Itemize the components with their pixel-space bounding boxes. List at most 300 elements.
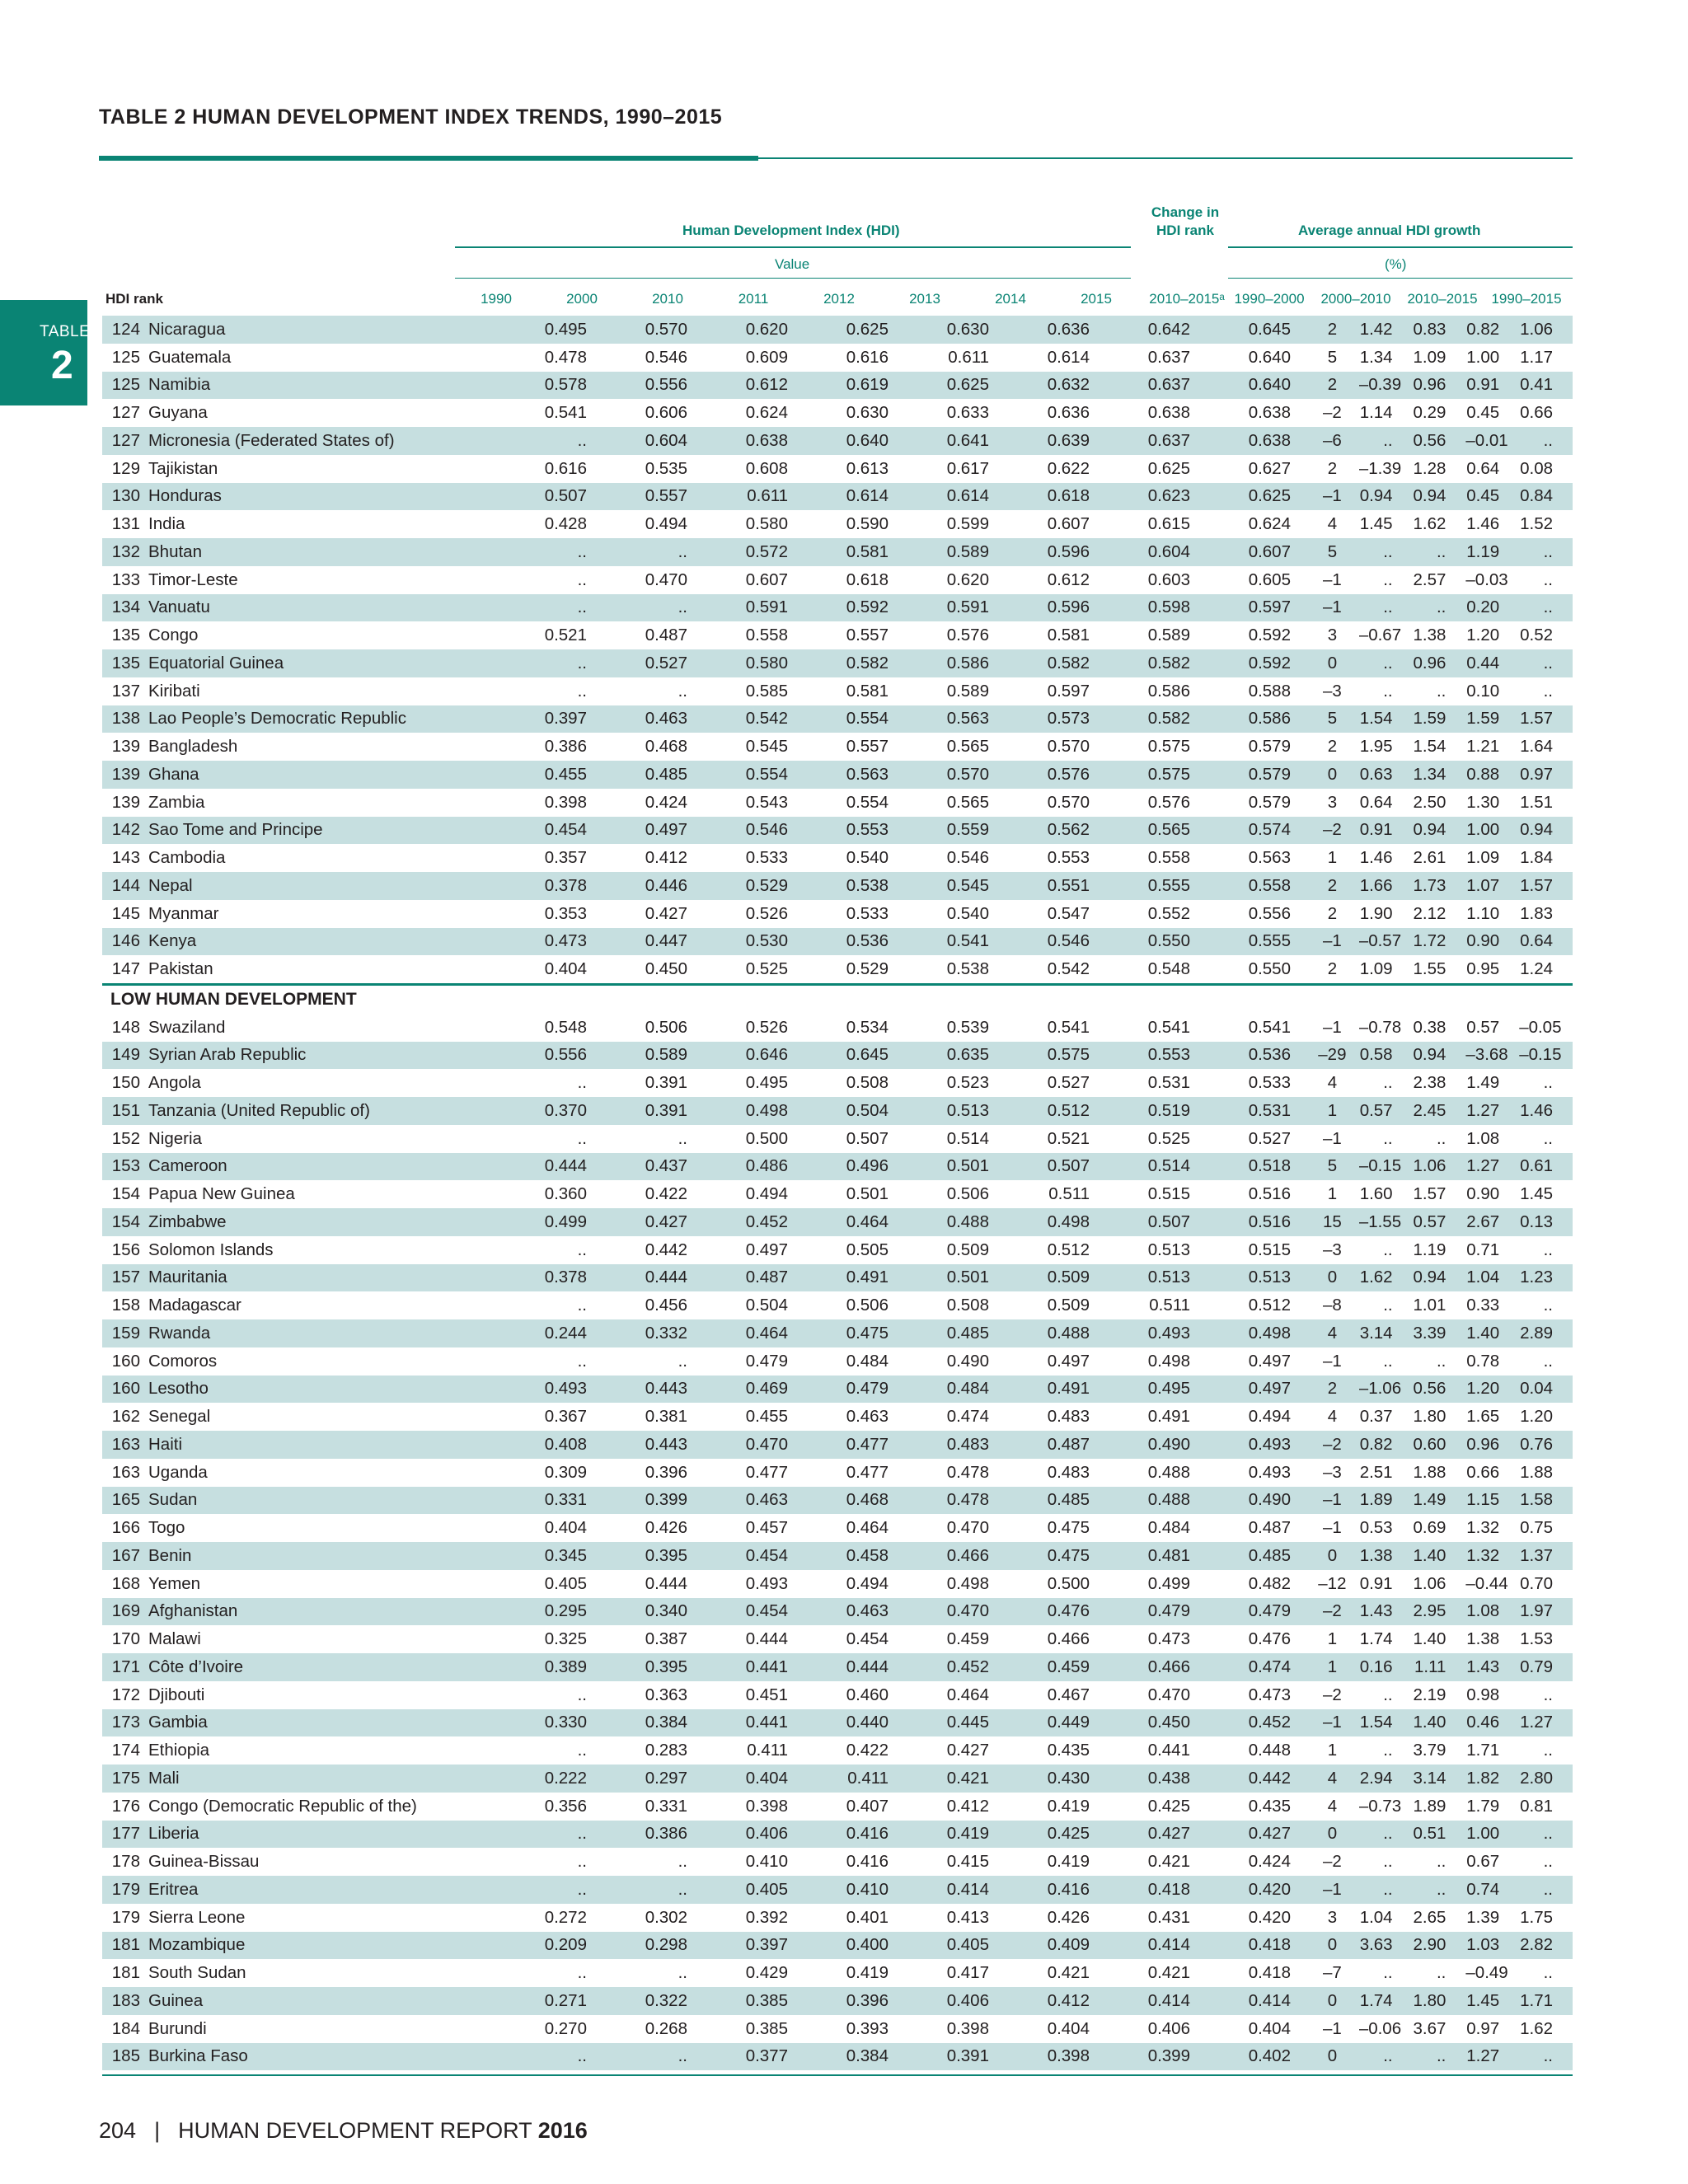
table-row <box>102 510 1573 538</box>
value-cell: 0.570 <box>1047 792 1090 812</box>
value-cell: –1 <box>1322 1017 1342 1037</box>
value-cell: .. <box>1436 681 1447 701</box>
value-cell: 0.82 <box>1465 316 1519 344</box>
value-cell: –2 <box>1306 1598 1359 1626</box>
value-cell: 0.435 <box>1047 1741 1090 1760</box>
value-cell: 0.20 <box>1465 594 1519 622</box>
value-cell: 0.94 <box>1413 483 1466 511</box>
value-cell: 0.614 <box>803 483 903 511</box>
value-cell: 1.28 <box>1413 458 1447 478</box>
value-cell: 0.525 <box>1147 1128 1190 1148</box>
hdi-rank-cell: 146 <box>102 928 148 956</box>
value-cell: 0.473 <box>501 928 602 956</box>
value-cell: 0.392 <box>745 1907 788 1927</box>
value-cell: 0.519 <box>1104 1097 1205 1125</box>
value-cell: 0.427 <box>602 1208 702 1236</box>
value-cell: 0.271 <box>501 1987 602 2015</box>
value-cell: 0.509 <box>1047 1296 1090 1315</box>
value-cell: 0.627 <box>1248 458 1291 478</box>
table-row <box>102 1542 1573 1570</box>
value-cell: 1.20 <box>1465 1376 1519 1404</box>
value-cell: 0.576 <box>1147 792 1190 812</box>
value-cell: 0.618 <box>1004 483 1104 511</box>
value-cell: 0.565 <box>1104 817 1205 845</box>
value-cell: 0.521 <box>1047 1128 1090 1148</box>
value-cell: 0.478 <box>946 1462 989 1482</box>
value-cell: 0.591 <box>903 594 1004 622</box>
value-cell: 0.463 <box>803 1598 903 1626</box>
value-cell: 0.556 <box>501 1042 602 1070</box>
country-cell: Nepal <box>148 872 501 900</box>
value-cell: 0.565 <box>946 737 989 757</box>
value-cell: 0.378 <box>501 872 602 900</box>
value-cell: 0.495 <box>1104 1376 1205 1404</box>
value-cell: 1.27 <box>1519 1709 1573 1737</box>
value-cell: .. <box>602 538 702 566</box>
value-cell: 1.59 <box>1413 705 1466 733</box>
value-cell: 4 <box>1327 1407 1338 1427</box>
value-cell: 1.30 <box>1466 792 1500 812</box>
table-row <box>102 1236 1573 1264</box>
value-cell: 0.363 <box>645 1685 687 1704</box>
value-cell: .. <box>678 1128 687 1148</box>
hdi-rank-cell: 169 <box>102 1598 148 1626</box>
value-cell: 2 <box>1306 872 1359 900</box>
value-cell: 0.511 <box>1048 1184 1090 1204</box>
value-cell: .. <box>1519 538 1573 566</box>
value-cell: 1.07 <box>1465 872 1519 900</box>
hdi-rank-cell: 168 <box>111 1573 140 1593</box>
value-cell: 0.395 <box>602 1542 702 1570</box>
value-cell: 0.612 <box>1047 569 1090 589</box>
hdi-rank-cell: 156 <box>111 1240 140 1259</box>
value-cell: 0.430 <box>1004 1765 1104 1793</box>
value-cell: 0.527 <box>1248 1128 1291 1148</box>
table-row <box>102 1403 1573 1431</box>
country-cell: Zambia <box>148 792 205 812</box>
value-cell: –0.15 <box>1519 1042 1573 1070</box>
header-hdi-rank: HDI rank <box>106 291 163 307</box>
hdi-rank-cell: 149 <box>102 1042 148 1070</box>
value-cell: 1.34 <box>1413 761 1466 789</box>
value-cell: 1.95 <box>1359 737 1393 757</box>
value-cell: 0.625 <box>1147 458 1190 478</box>
hdi-rank-cell: 174 <box>111 1741 140 1760</box>
value-cell: 0.396 <box>803 1987 903 2015</box>
country-cell: Madagascar <box>148 1296 241 1315</box>
hdi-rank-cell: 173 <box>102 1709 148 1737</box>
value-cell: 0.57 <box>1359 1097 1413 1125</box>
value-cell: 0.529 <box>702 872 803 900</box>
value-cell: 0.605 <box>1248 569 1291 589</box>
value-cell: 0.493 <box>1205 1431 1306 1459</box>
value-cell: 0.614 <box>1047 347 1090 367</box>
value-cell: 0.487 <box>645 626 687 645</box>
country-cell: Papua New Guinea <box>148 1184 295 1204</box>
value-cell: .. <box>1359 649 1413 677</box>
value-cell: 0.94 <box>1359 483 1413 511</box>
value-cell: .. <box>1436 1128 1447 1148</box>
hdi-rank-cell: 154 <box>111 1184 140 1204</box>
value-cell: 0.550 <box>1248 959 1291 979</box>
value-cell: 0.541 <box>1047 1017 1090 1037</box>
value-cell: 0.590 <box>846 514 889 534</box>
value-cell: 0.608 <box>745 458 788 478</box>
table-row <box>102 1653 1573 1681</box>
value-cell: 0.98 <box>1466 1685 1500 1704</box>
value-cell: 4 <box>1306 1765 1359 1793</box>
value-cell: 0.521 <box>544 626 587 645</box>
value-cell: .. <box>501 427 602 455</box>
hdi-rank-cell: 158 <box>111 1296 140 1315</box>
value-cell: 0.599 <box>946 514 989 534</box>
value-cell: .. <box>1383 1073 1393 1093</box>
value-cell: 1.43 <box>1465 1653 1519 1681</box>
value-cell: –0.57 <box>1359 928 1413 956</box>
value-cell: 1.88 <box>1520 1462 1553 1482</box>
value-cell: 0.268 <box>645 2018 687 2038</box>
value-cell: 0.420 <box>1205 1876 1306 1904</box>
value-cell: 0.391 <box>602 1097 702 1125</box>
value-cell: 0.477 <box>803 1431 903 1459</box>
value-cell: 0.75 <box>1520 1518 1553 1538</box>
hdi-rank-cell: 134 <box>102 594 148 622</box>
value-cell: 1.62 <box>1413 514 1447 534</box>
table-row <box>102 1793 1573 1821</box>
value-cell: 0.618 <box>846 569 889 589</box>
value-cell: 0.507 <box>846 1128 889 1148</box>
hdi-rank-cell: 148 <box>111 1017 140 1037</box>
value-cell: 0.447 <box>602 928 702 956</box>
value-cell: 1.65 <box>1466 1407 1500 1427</box>
value-cell: 1.80 <box>1413 1407 1447 1427</box>
country-cell: Mauritania <box>148 1264 501 1292</box>
value-cell: –0.78 <box>1358 1017 1402 1037</box>
value-cell: 0.37 <box>1359 1407 1393 1427</box>
value-cell: 3 <box>1327 792 1338 812</box>
table-row <box>102 1069 1573 1097</box>
value-cell: 0.536 <box>1205 1042 1306 1070</box>
value-cell: 1 <box>1306 1097 1359 1125</box>
table-row <box>102 538 1573 566</box>
value-cell: 4 <box>1327 1796 1338 1816</box>
table-row <box>102 705 1573 733</box>
value-cell: 1.24 <box>1520 959 1553 979</box>
value-cell: 0.527 <box>602 649 702 677</box>
column-header: 2014 <box>995 291 1026 307</box>
value-cell: 0.470 <box>645 569 687 589</box>
value-cell: 1.88 <box>1413 1462 1447 1482</box>
country-cell: Cameroon <box>148 1153 501 1181</box>
value-cell: 0.431 <box>1147 1907 1190 1927</box>
value-cell: 0.244 <box>501 1319 602 1347</box>
value-cell: 0.483 <box>1047 1407 1090 1427</box>
value-cell: 0.541 <box>544 403 587 423</box>
value-cell: 0.630 <box>846 403 889 423</box>
country-cell: Tajikistan <box>148 458 218 478</box>
value-cell: 0.325 <box>544 1629 587 1649</box>
value-cell: 2.82 <box>1519 1932 1573 1960</box>
value-cell: 0.509 <box>946 1240 989 1259</box>
value-cell: 0.624 <box>745 403 788 423</box>
value-cell: 0.422 <box>645 1184 687 1204</box>
value-cell: 0.444 <box>803 1653 903 1681</box>
hdi-rank-cell: 139 <box>111 792 140 812</box>
value-cell: 0.441 <box>1147 1741 1190 1760</box>
value-cell: 2.61 <box>1413 848 1447 868</box>
value-cell: 0.508 <box>846 1073 889 1093</box>
value-cell: 0.491 <box>1004 1376 1104 1404</box>
value-cell: 0.83 <box>1413 316 1466 344</box>
value-cell: .. <box>1543 1685 1553 1704</box>
hdi-group-rule <box>455 246 1131 248</box>
value-cell: .. <box>1383 1741 1393 1760</box>
value-cell: 0.63 <box>1359 761 1413 789</box>
hdi-rank-cell: 144 <box>102 872 148 900</box>
value-cell: 0.645 <box>803 1042 903 1070</box>
value-cell: 1 <box>1306 1653 1359 1681</box>
value-cell: 0.622 <box>1047 458 1090 478</box>
table-row <box>102 1821 1573 1849</box>
value-cell: 0.458 <box>803 1542 903 1570</box>
value-cell: 2 <box>1327 737 1338 757</box>
value-cell: –0.39 <box>1359 372 1413 400</box>
value-cell: 0.633 <box>946 403 989 423</box>
value-cell: 1.20 <box>1520 1407 1553 1427</box>
value-cell: 3.14 <box>1359 1319 1413 1347</box>
value-cell: 0.624 <box>1248 514 1291 534</box>
value-cell: 0.504 <box>745 1296 788 1315</box>
value-cell: 0.514 <box>946 1128 989 1148</box>
value-cell: 1.79 <box>1466 1796 1500 1816</box>
value-cell: 0.529 <box>846 959 889 979</box>
value-cell: 0.499 <box>1147 1573 1190 1593</box>
value-cell: 0.452 <box>1205 1709 1306 1737</box>
hdi-rank-cell: 150 <box>111 1073 140 1093</box>
value-cell: 0.414 <box>1104 1987 1205 2015</box>
value-cell: 0.52 <box>1520 626 1553 645</box>
value-cell: 0.345 <box>501 1542 602 1570</box>
value-cell: 0.416 <box>803 1821 903 1849</box>
column-header: 1990–2015 <box>1491 291 1562 307</box>
value-cell: 0.419 <box>846 1963 889 1983</box>
value-cell: 2.51 <box>1359 1462 1393 1482</box>
value-cell: .. <box>678 681 687 701</box>
table-row <box>102 733 1573 761</box>
hdi-rank-cell: 163 <box>111 1462 140 1482</box>
hdi-rank-cell: 131 <box>111 514 140 534</box>
value-cell: 0.74 <box>1465 1876 1519 1904</box>
value-cell: 0.616 <box>544 458 587 478</box>
value-cell: 0.582 <box>1004 649 1104 677</box>
value-cell: 0.500 <box>1047 1573 1090 1593</box>
country-cell: Mozambique <box>148 1932 501 1960</box>
value-cell: 5 <box>1327 347 1338 367</box>
value-cell: 1.54 <box>1413 737 1447 757</box>
value-cell: 0.547 <box>1047 903 1090 923</box>
value-cell: .. <box>1359 594 1413 622</box>
value-cell: 0.576 <box>1004 761 1104 789</box>
side-tab-number: 2 <box>51 344 73 387</box>
value-cell: .. <box>678 1963 687 1983</box>
value-cell: 0.405 <box>702 1876 803 1904</box>
value-cell: 1.00 <box>1466 347 1500 367</box>
value-cell: 0.357 <box>544 848 587 868</box>
value-cell: 0.331 <box>645 1796 687 1816</box>
value-cell: 0.417 <box>946 1963 989 1983</box>
country-cell: Angola <box>148 1073 201 1093</box>
hdi-rank-cell: 167 <box>102 1542 148 1570</box>
value-cell: .. <box>1519 2043 1573 2071</box>
value-cell: 0.479 <box>1205 1598 1306 1626</box>
table-row <box>102 427 1573 455</box>
value-cell: 0.640 <box>1248 347 1291 367</box>
value-cell: 1.06 <box>1413 1153 1466 1181</box>
value-cell: 0.488 <box>903 1208 1004 1236</box>
value-cell: –3 <box>1322 1462 1342 1482</box>
value-cell: 1.80 <box>1413 1987 1466 2015</box>
value-cell: 0.531 <box>1205 1097 1306 1125</box>
value-cell: 0.16 <box>1359 1653 1413 1681</box>
value-cell: 3.67 <box>1413 2018 1447 2038</box>
hdi-rank-cell: 143 <box>111 848 140 868</box>
table-row <box>102 1180 1573 1208</box>
value-cell: –0.73 <box>1358 1796 1402 1816</box>
country-cell: Syrian Arab Republic <box>148 1042 501 1070</box>
country-cell: Micronesia (Federated States of) <box>148 427 501 455</box>
value-cell: 0 <box>1306 1542 1359 1570</box>
value-cell: .. <box>1436 1963 1447 1983</box>
value-cell: 0.408 <box>501 1431 602 1459</box>
value-cell: 0.448 <box>1248 1741 1291 1760</box>
value-cell: 0.463 <box>846 1407 889 1427</box>
country-cell: Zimbabwe <box>148 1208 501 1236</box>
value-cell: 1.57 <box>1519 872 1573 900</box>
value-cell: 2.80 <box>1519 1765 1573 1793</box>
header-growth-unit: (%) <box>1385 256 1407 272</box>
value-cell: 0.558 <box>1147 848 1190 868</box>
value-cell: 0.10 <box>1466 681 1500 701</box>
value-cell: –2 <box>1306 1431 1359 1459</box>
value-cell: 0.563 <box>803 761 903 789</box>
value-cell: 0.620 <box>946 569 989 589</box>
value-cell: 0.484 <box>1147 1518 1190 1538</box>
value-cell: 0.581 <box>846 681 889 701</box>
value-cell: 2.94 <box>1359 1765 1413 1793</box>
header-growth-group: Average annual HDI growth <box>1298 223 1481 238</box>
value-cell: 0.428 <box>544 514 587 534</box>
value-cell: 0.488 <box>1147 1462 1190 1482</box>
value-cell: 0.515 <box>1147 1184 1190 1204</box>
value-cell: 0.553 <box>1047 848 1090 868</box>
value-cell: 0.483 <box>1047 1462 1090 1482</box>
value-cell: 0.638 <box>702 427 803 455</box>
country-cell: South Sudan <box>148 1963 246 1983</box>
value-cell: 15 <box>1306 1208 1359 1236</box>
value-cell: 0.411 <box>747 1741 788 1760</box>
column-header: 2015 <box>1081 291 1112 307</box>
value-cell: 0.429 <box>745 1963 788 1983</box>
value-cell: 0.494 <box>846 1573 889 1593</box>
value-cell: 0.637 <box>1147 347 1190 367</box>
value-cell: 0.13 <box>1519 1208 1573 1236</box>
country-cell: Sierra Leone <box>148 1907 246 1927</box>
country-cell: Guinea <box>148 1987 501 2015</box>
value-cell: 0.493 <box>501 1376 602 1404</box>
value-cell: 0.400 <box>803 1932 903 1960</box>
value-cell: 0.45 <box>1466 403 1500 423</box>
column-header: 2010–2015 <box>1407 291 1478 307</box>
value-cell: 0.56 <box>1413 1376 1466 1404</box>
value-cell: .. <box>577 1240 587 1259</box>
value-cell: 0.456 <box>645 1296 687 1315</box>
value-cell: 0.585 <box>745 681 788 701</box>
value-cell: 0.377 <box>702 2043 803 2071</box>
value-cell: 0.616 <box>846 347 889 367</box>
column-header: 1990 <box>481 291 512 307</box>
value-cell: 1.14 <box>1359 403 1393 423</box>
value-cell: 0.476 <box>1248 1629 1291 1649</box>
value-cell: .. <box>1413 538 1466 566</box>
value-cell: 0.615 <box>1147 514 1190 534</box>
value-cell: 0.475 <box>1047 1518 1090 1538</box>
value-cell: 1 <box>1327 1741 1338 1760</box>
value-cell: .. <box>1359 538 1413 566</box>
value-cell: 0.490 <box>1205 1487 1306 1515</box>
value-cell: 0.575 <box>1004 1042 1104 1070</box>
value-cell: 0.516 <box>1205 1208 1306 1236</box>
value-cell: 0.498 <box>702 1097 803 1125</box>
hdi-rank-cell: 166 <box>111 1518 140 1538</box>
value-cell: 0.360 <box>544 1184 587 1204</box>
value-cell: 0.625 <box>1205 483 1306 511</box>
value-cell: 1.90 <box>1359 903 1393 923</box>
value-cell: 0.490 <box>946 1351 989 1371</box>
value-cell: 0.488 <box>1004 1319 1104 1347</box>
value-cell: 0.540 <box>946 903 989 923</box>
header-value: Value <box>775 256 810 272</box>
value-cell: 0.97 <box>1466 2018 1500 2038</box>
value-cell: 1.42 <box>1359 316 1413 344</box>
value-cell: 0.46 <box>1465 1709 1519 1737</box>
value-cell: 0.514 <box>1104 1153 1205 1181</box>
value-cell: 0.542 <box>702 705 803 733</box>
value-cell: 0.501 <box>903 1153 1004 1181</box>
value-cell: 0.464 <box>803 1208 903 1236</box>
value-cell: 2.90 <box>1413 1932 1466 1960</box>
value-cell: 0.497 <box>1205 1376 1306 1404</box>
value-cell: 0.588 <box>1248 681 1291 701</box>
value-cell: 1 <box>1327 1629 1338 1649</box>
value-cell: 0.79 <box>1519 1653 1573 1681</box>
value-cell: 2.57 <box>1413 569 1447 589</box>
column-header: 1990–2000 <box>1234 291 1305 307</box>
value-cell: 0.486 <box>702 1153 803 1181</box>
table-row <box>102 1848 1573 1876</box>
hdi-rank-cell: 154 <box>102 1208 148 1236</box>
value-cell: 1.06 <box>1413 1573 1447 1593</box>
value-cell: .. <box>501 594 602 622</box>
value-cell: 0.353 <box>544 903 587 923</box>
value-cell: 0.565 <box>946 792 989 812</box>
value-cell: 1.40 <box>1413 1709 1466 1737</box>
value-cell: 0.272 <box>544 1907 587 1927</box>
value-cell: 0.479 <box>745 1351 788 1371</box>
value-cell: 0.397 <box>501 705 602 733</box>
value-cell: 0.478 <box>544 347 587 367</box>
value-cell: 0.586 <box>1147 681 1190 701</box>
country-cell: Kiribati <box>148 681 200 701</box>
